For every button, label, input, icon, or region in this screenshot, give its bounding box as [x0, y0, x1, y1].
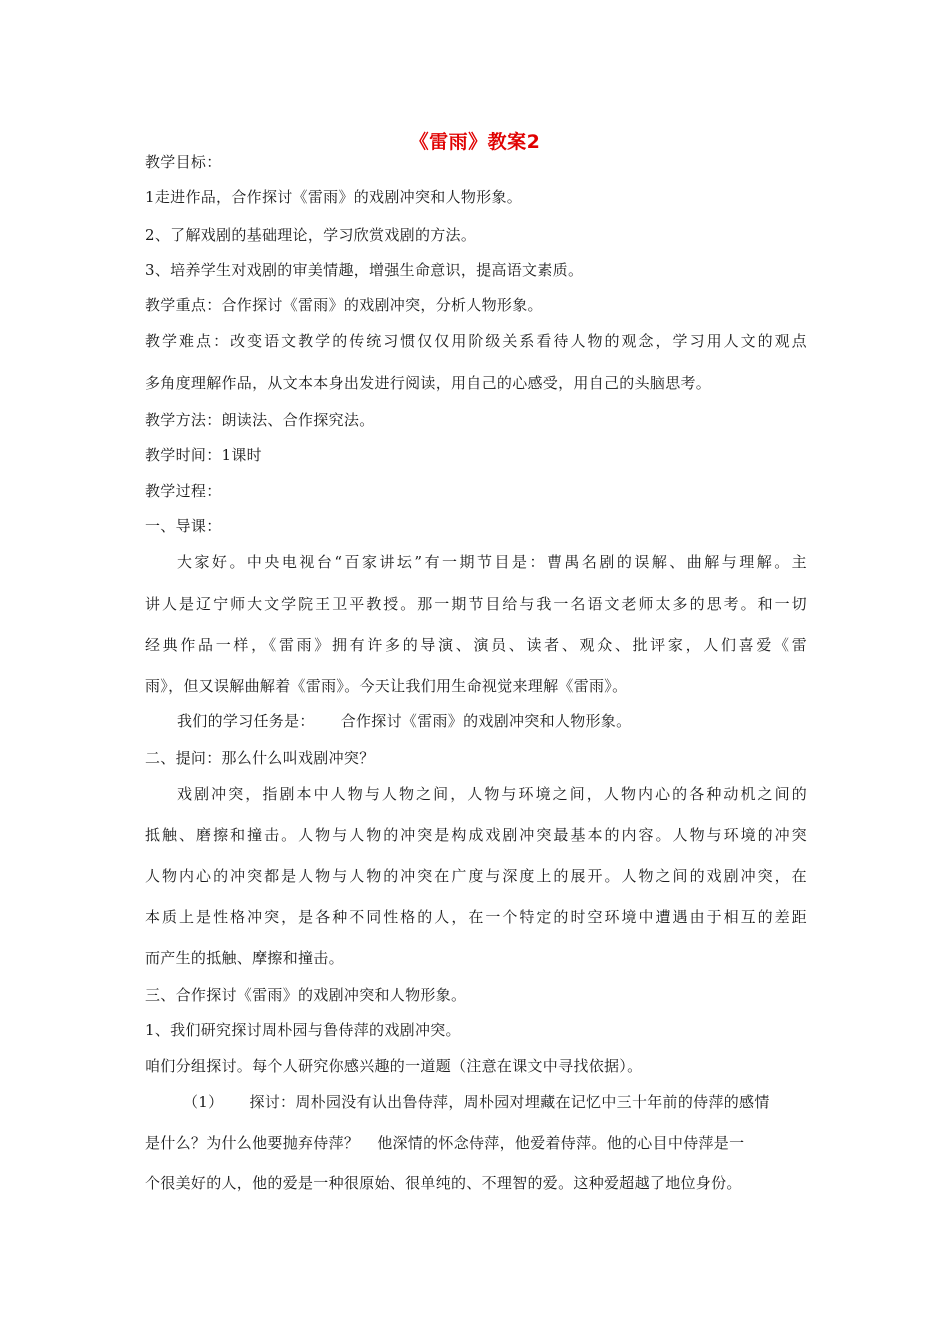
text-line — [183, 1092, 807, 1112]
question-end: 是什么？为什么他要抛弃侍萍？ — [145, 1134, 360, 1152]
item-number: （1） — [183, 1093, 224, 1111]
document-title: 《雷雨》教案2 — [409, 131, 541, 153]
text-line: 经典作品一样，《雷雨》拥有许多的导演、演员、读者、观众、批评家，人们喜爱《雷 — [145, 636, 807, 654]
text-line: 教学时间：1课时 — [145, 446, 262, 464]
text-line: 1走进作品，合作探讨《雷雨》的戏剧冲突和人物形象。 — [145, 188, 523, 206]
text-line: 一、导课： — [145, 517, 222, 535]
text-line: 戏剧冲突，指剧本中人物与人物之间，人物与环境之间，人物内心的各种动机之间的 — [177, 785, 807, 803]
task-content: 合作探讨《雷雨》的戏剧冲突和人物形象。 — [340, 712, 632, 730]
text-line: 3、培养学生对戏剧的审美情趣，增强生命意识，提高语文素质。 — [145, 261, 584, 279]
text-line: 教学方法：朗读法、合作探究法。 — [145, 411, 375, 429]
text-line: 雨》，但又误解曲解着《雷雨》。今天让我们用生命视觉来理解《雷雨》。 — [145, 677, 628, 695]
answer-start: 他深情的怀念侍萍，他爱着侍萍。他的心目中侍萍是一 — [377, 1134, 745, 1152]
text-line: 大家好。中央电视台“百家讲坛”有一期节目是：曹禺名剧的误解、曲解与理解。主 — [177, 553, 807, 571]
text-line — [145, 1133, 807, 1153]
item-question: 探讨：周朴园没有认出鲁侍萍，周朴园对埋藏在记忆中三十年前的侍萍的感情 — [249, 1093, 770, 1111]
text-line: 咱们分组探讨。每个人研究你感兴趣的一道题（注意在课文中寻找依据）。 — [145, 1057, 643, 1075]
task-label: 我们的学习任务是： — [177, 712, 315, 730]
text-line: 1、我们研究探讨周朴园与鲁侍萍的戏剧冲突。 — [145, 1021, 461, 1039]
text-line: 本质上是性格冲突，是各种不同性格的人，在一个特定的时空环境中遭遇由于相互的差距 — [145, 908, 807, 926]
text-line: 2、了解戏剧的基础理论，学习欣赏戏剧的方法。 — [145, 226, 477, 244]
text-line: 讲人是辽宁师大文学院王卫平教授。那一期节目给与我一名语文老师太多的思考。和一切 — [145, 595, 807, 613]
text-line: 人物内心的冲突都是人物与人物的冲突在广度与深度上的展开。人物之间的戏剧冲突，在 — [145, 867, 807, 885]
text-line: 二、提问：那么什么叫戏剧冲突？ — [145, 749, 375, 767]
text-line: 教学目标： — [145, 153, 222, 171]
text-line: 教学过程： — [145, 482, 222, 500]
text-line — [177, 711, 807, 731]
text-line: 多角度理解作品，从文本本身出发进行阅读，用自己的心感受，用自己的头脑思考。 — [145, 374, 712, 392]
text-line: 抵触、磨擦和撞击。人物与人物的冲突是构成戏剧冲突最基本的内容。人物与环境的冲突 — [145, 826, 807, 844]
text-line: 教学重点：合作探讨《雷雨》的戏剧冲突，分析人物形象。 — [145, 296, 543, 314]
text-line: 而产生的抵触、摩擦和撞击。 — [145, 949, 344, 967]
text-line: 教学难点：改变语文教学的传统习惯仅仅用阶级关系看待人物的观念，学习用人文的观点 — [145, 332, 807, 350]
text-line: 个很美好的人，他的爱是一种很原始、很单纯的、不理智的爱。这种爱超越了地位身份。 — [145, 1174, 742, 1192]
text-line: 三、合作探讨《雷雨》的戏剧冲突和人物形象。 — [145, 986, 467, 1004]
